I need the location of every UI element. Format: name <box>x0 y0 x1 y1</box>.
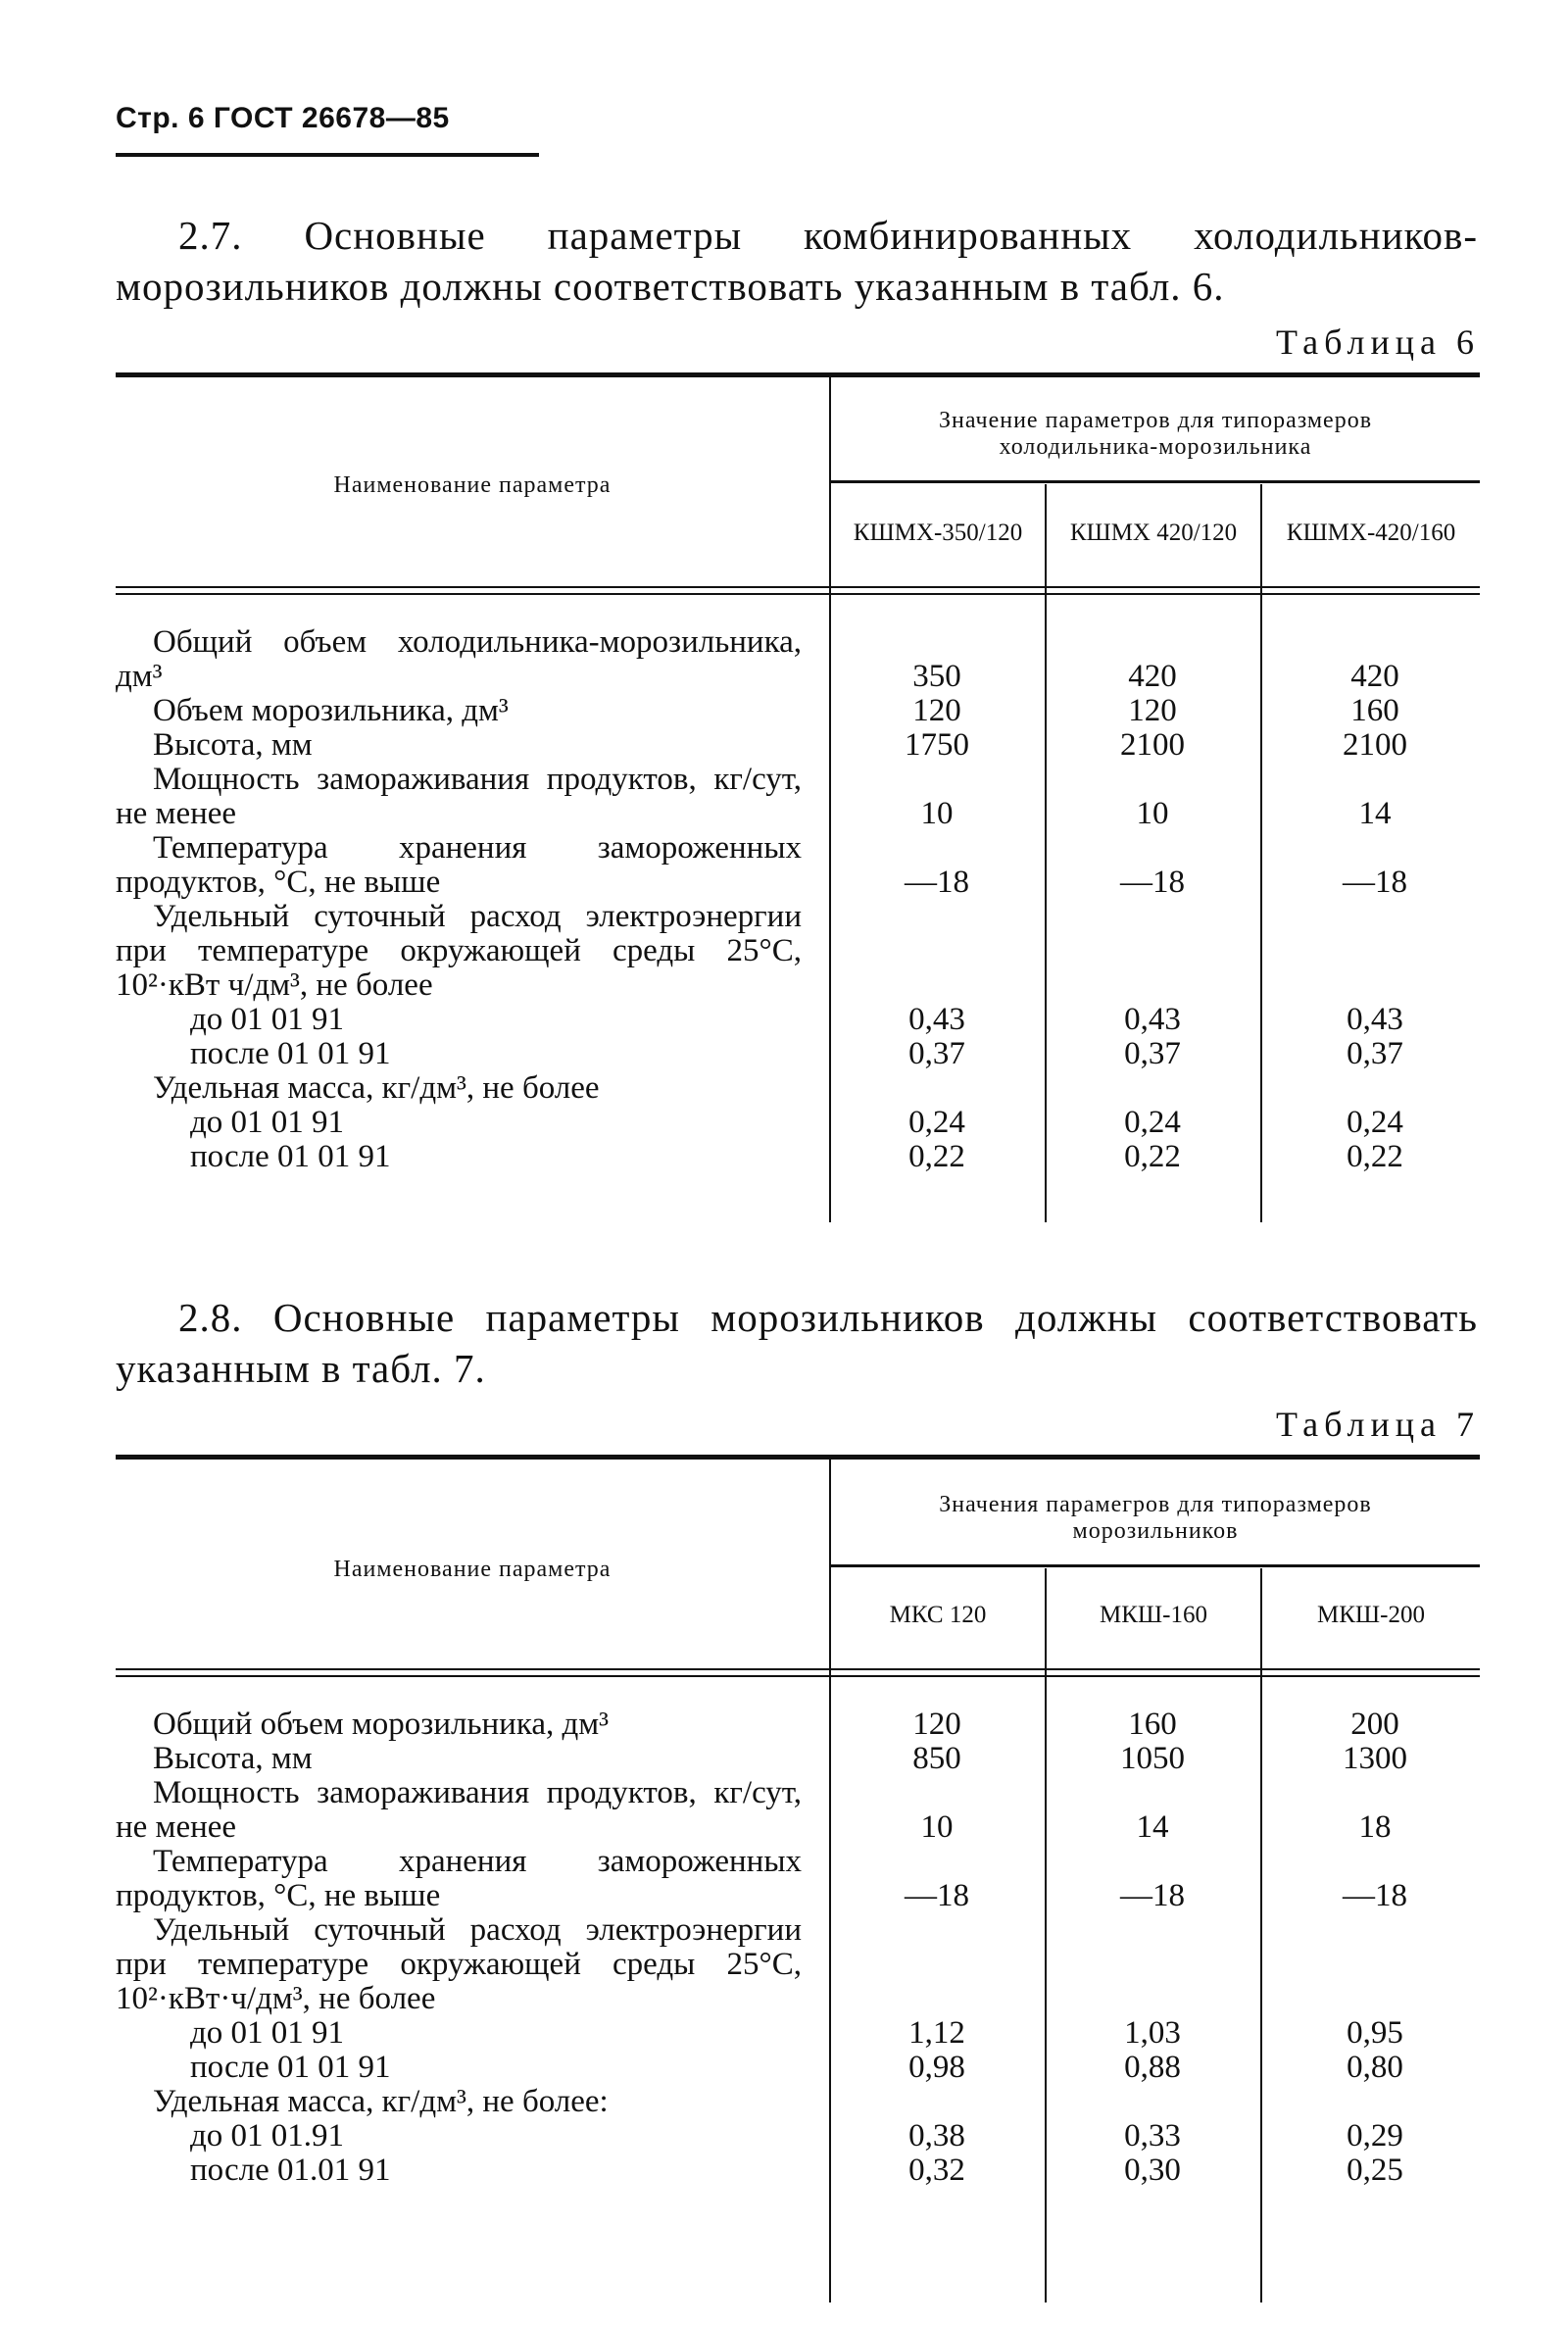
table6-row-label: Высота, мм <box>153 727 313 763</box>
table6-header-rule-1 <box>116 586 1480 588</box>
table6-row-value-col3: 0,24 <box>1347 1105 1403 1140</box>
table7-row <box>116 2085 1480 2119</box>
table6-param-header: Наименование параметра <box>333 472 612 498</box>
table6-row-value-col3: 0,43 <box>1347 1002 1403 1037</box>
table6-row-value-col2: 120 <box>1128 693 1177 728</box>
table7-row-label: до 01 01.91 <box>190 2118 345 2154</box>
table7-row-value-col3: 0,29 <box>1347 2118 1403 2154</box>
table7-row-label: Удельная масса, кг/дм³, не более: <box>153 2084 609 2119</box>
table6-row-value-col3: 420 <box>1350 659 1399 694</box>
table6-values-header <box>831 408 1480 461</box>
table-6 <box>116 372 1480 1225</box>
table6-row <box>116 625 1480 694</box>
table6-row-value-col2: 0,22 <box>1124 1139 1181 1174</box>
table-7 <box>116 1455 1480 2317</box>
table6-col-header-3: КШМХ-420/160 <box>1286 520 1456 546</box>
table7-row <box>116 2119 1480 2154</box>
table7-col-header-2: МКШ-160 <box>1100 1602 1207 1628</box>
table7-row-label: Удельный суточный расход электроэнергии при температуре окружающей среды 25°С, 10²·кВт·ч/дм³, не более <box>116 1912 802 2016</box>
table6-row-value-col1: 0,37 <box>908 1036 965 1071</box>
table7-row-label: Температура хранения замороженных продуктов, °С, не выше <box>116 1844 802 1913</box>
table7-col-header-3: МКШ-200 <box>1317 1602 1425 1628</box>
table6-row-value-col3: 160 <box>1350 693 1399 728</box>
paragraph-2-7-text: 2.7. Основные параметры комбинированных холодильников-морозильников должны соответствовать указанным в табл. 6. <box>116 213 1478 309</box>
table6-row-label: Удельный суточный расход электроэнергии при температуре окружающей среды 25°С, 10²·кВт ч/дм³, не более <box>116 899 802 1003</box>
table6-row-label: после 01 01 91 <box>190 1139 391 1174</box>
table7-row-label: Высота, мм <box>153 1741 313 1776</box>
table6-row-label: Общий объем холодильника-морозильника, дм³ <box>116 624 802 694</box>
table6-row-value-col2: 0,43 <box>1124 1002 1181 1037</box>
table6-row <box>116 1106 1480 1140</box>
table7-row-value-col3: 0,80 <box>1347 2050 1403 2085</box>
table6-row-value-col3: 14 <box>1358 796 1392 831</box>
table6-row-value-col1: 0,22 <box>908 1139 965 1174</box>
table7-col-header-1: МКС 120 <box>889 1602 987 1628</box>
table6-row-label: Объем морозильника, дм³ <box>153 693 509 728</box>
paragraph-2-8 <box>116 1292 1478 1394</box>
table6-row <box>116 1003 1480 1037</box>
table7-values-header-line1: Значения парамегров для типоразмеров <box>939 1492 1372 1517</box>
table6-row-value-col1: 10 <box>920 796 954 831</box>
table6-row <box>116 763 1480 831</box>
table7-caption: Таблица 7 <box>1276 1405 1480 1444</box>
table7-row-value-col3: 200 <box>1350 1707 1399 1742</box>
table7-row-value-col1: 1,12 <box>908 2015 965 2051</box>
table7-row-value-col1: 10 <box>920 1809 954 1845</box>
table6-row-value-col3: 0,37 <box>1347 1036 1403 1071</box>
table6-row-label: до 01 01 91 <box>190 1105 345 1140</box>
table7-row-value-col3: 0,25 <box>1347 2153 1403 2188</box>
table7-row-value-col2: 0,30 <box>1124 2153 1181 2188</box>
table6-row-value-col3: —18 <box>1343 865 1407 900</box>
table7-row-value-col1: —18 <box>905 1878 969 1913</box>
table7-header-rule-2 <box>116 1675 1480 1677</box>
table6-header-rule-2 <box>116 593 1480 595</box>
table7-row-value-col3: 0,95 <box>1347 2015 1403 2051</box>
table7-row-value-col1: 0,98 <box>908 2050 965 2085</box>
table6-values-header-line1: Значение параметров для типоразмеров <box>938 408 1373 433</box>
table6-values-header-line2: холодильника-морозильника <box>999 434 1312 460</box>
header-underline <box>116 153 539 157</box>
table6-row-value-col1: —18 <box>905 865 969 900</box>
paragraph-2-8-text: 2.8. Основные параметры морозильников должны соответствовать указанным в табл. 7. <box>116 1295 1478 1391</box>
table7-param-header: Наименование параметра <box>333 1557 612 1582</box>
table7-row <box>116 1913 1480 2016</box>
table6-col-header-1: КШМХ-350/120 <box>853 520 1023 546</box>
table7-row <box>116 1845 1480 1913</box>
table6-row <box>116 1037 1480 1071</box>
table6-row-label: Удельная масса, кг/дм³, не более <box>153 1070 600 1106</box>
table7-values-header <box>831 1492 1480 1545</box>
table7-row <box>116 1742 1480 1776</box>
table7-row-value-col2: —18 <box>1120 1878 1185 1913</box>
table7-row-value-col2: 14 <box>1136 1809 1169 1845</box>
table7-row-value-col1: 0,38 <box>908 2118 965 2154</box>
table7-row <box>116 2051 1480 2085</box>
table6-row <box>116 900 1480 1003</box>
table6-row-value-col1: 120 <box>912 693 961 728</box>
table7-header-rule-1 <box>116 1668 1480 1670</box>
table6-row-value-col3: 2100 <box>1343 727 1407 763</box>
table6-row-value-col3: 0,22 <box>1347 1139 1403 1174</box>
table7-subheader-rule <box>831 1564 1480 1567</box>
table7-row-value-col1: 850 <box>912 1741 961 1776</box>
table6-row-value-col2: 0,37 <box>1124 1036 1181 1071</box>
table6-row-value-col1: 0,43 <box>908 1002 965 1037</box>
table6-row-value-col2: —18 <box>1120 865 1185 900</box>
table7-values-header-line2: морозильников <box>1072 1518 1239 1544</box>
table6-row-value-col1: 0,24 <box>908 1105 965 1140</box>
table6-subheader-rule <box>831 480 1480 483</box>
table7-row-value-col2: 160 <box>1128 1707 1177 1742</box>
table6-row <box>116 728 1480 763</box>
table7-row-label: после 01.01 91 <box>190 2153 391 2188</box>
table6-row-value-col2: 420 <box>1128 659 1177 694</box>
table7-row <box>116 1708 1480 1742</box>
table6-row-value-col2: 10 <box>1136 796 1169 831</box>
table7-row <box>116 2016 1480 2051</box>
table6-row <box>116 694 1480 728</box>
page-header: Стр. 6 ГОСТ 26678—85 <box>116 102 450 134</box>
table7-row <box>116 1776 1480 1845</box>
table7-row-value-col1: 120 <box>912 1707 961 1742</box>
table6-row-value-col2: 0,24 <box>1124 1105 1181 1140</box>
table6-row-label: до 01 01 91 <box>190 1002 345 1037</box>
table7-row-value-col2: 1,03 <box>1124 2015 1181 2051</box>
table7-top-rule <box>116 1455 1480 1460</box>
table6-row <box>116 1071 1480 1106</box>
table6-row-label: после 01 01 91 <box>190 1036 391 1071</box>
table7-row-value-col2: 0,33 <box>1124 2118 1181 2154</box>
table7-row-label: Мощность замораживания продуктов, кг/сут, не менее <box>116 1775 802 1845</box>
table6-top-rule <box>116 372 1480 377</box>
table7-row-value-col3: 1300 <box>1343 1741 1407 1776</box>
table7-row-value-col3: 18 <box>1358 1809 1392 1845</box>
table6-row-value-col2: 2100 <box>1120 727 1185 763</box>
table7-row-value-col2: 1050 <box>1120 1741 1185 1776</box>
table6-row <box>116 831 1480 900</box>
table6-row-value-col1: 1750 <box>905 727 969 763</box>
paragraph-2-7 <box>116 210 1478 312</box>
table7-row-label: Общий объем морозильника, дм³ <box>153 1707 610 1742</box>
table7-row-value-col2: 0,88 <box>1124 2050 1181 2085</box>
table6-row-label: Температура хранения замороженных продуктов, °С, не выше <box>116 830 802 900</box>
table7-row <box>116 2154 1480 2188</box>
table7-row-value-col1: 0,32 <box>908 2153 965 2188</box>
table7-row-label: до 01 01 91 <box>190 2015 345 2051</box>
table6-col-header-2: КШМХ 420/120 <box>1069 520 1238 546</box>
table6-row-label: Мощность замораживания продуктов, кг/сут, не менее <box>116 762 802 831</box>
table6-row <box>116 1140 1480 1174</box>
table7-row-value-col3: —18 <box>1343 1878 1407 1913</box>
table6-row-value-col1: 350 <box>912 659 961 694</box>
table6-caption: Таблица 6 <box>1276 322 1480 362</box>
table7-row-label: после 01 01 91 <box>190 2050 391 2085</box>
